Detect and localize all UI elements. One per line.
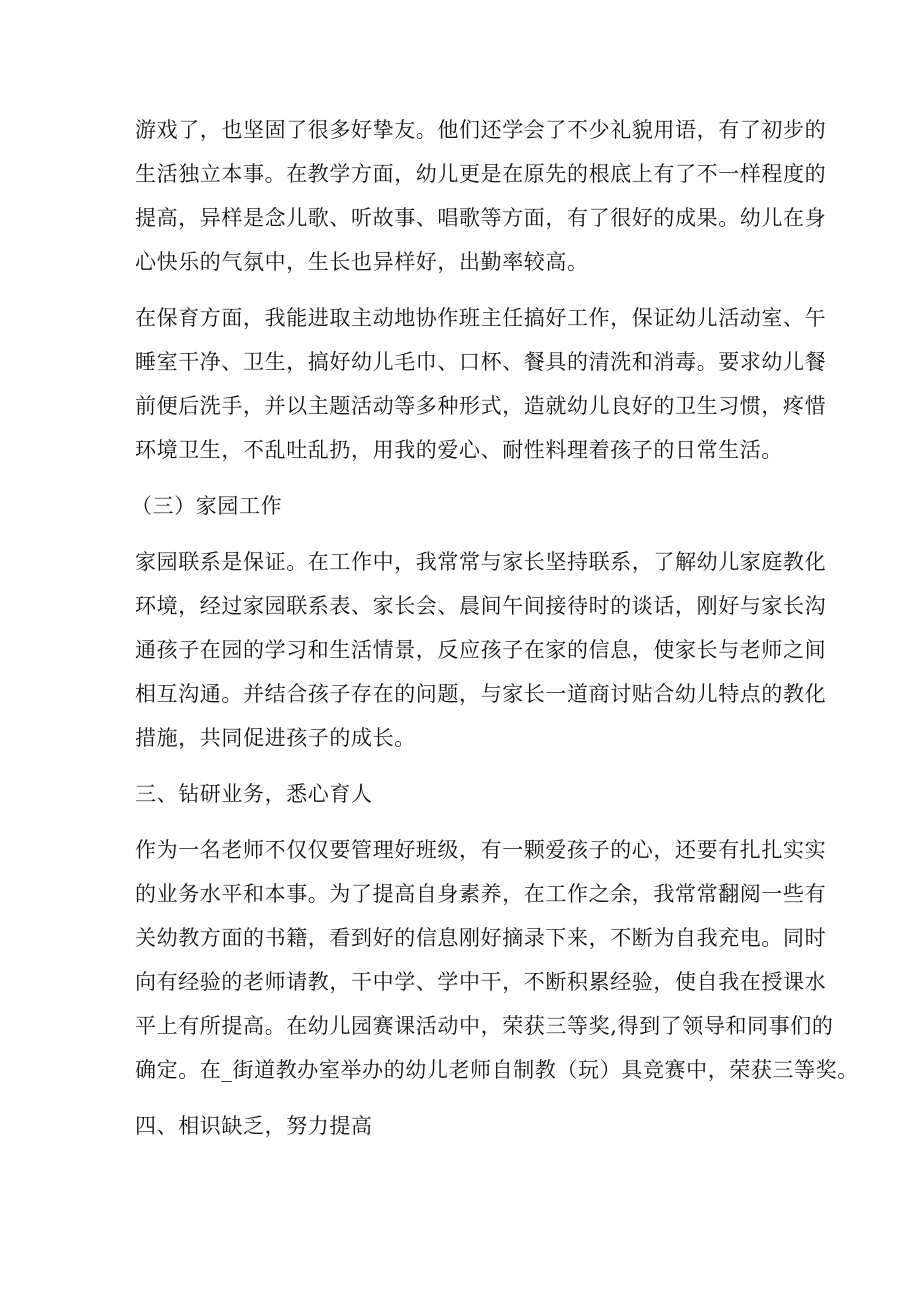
text-line: 家园联系是保证。在工作中，我常常与家长坚持联系，了解幼儿家庭教化 [135,550,827,574]
text-line: 在保育方面，我能进取主动地协作班主任搞好工作，保证幼儿活动室、午 [135,306,827,330]
text-line: 前便后洗手，并以主题活动等多种形式，造就幼儿良好的卫生习惯，疼惜 [135,394,827,418]
section-heading: 三、钻研业务，悉心育人 [135,782,373,806]
text-line: 通孩子在园的学习和生活情景，反应孩子在家的信息，使家长与老师之间 [135,638,827,662]
section-heading: 四、相识缺乏，努力提高 [135,1114,373,1138]
text-line: 相互沟通。并结合孩子存在的问题，与家长一道商讨贴合幼儿特点的教化 [135,682,827,706]
text-line: 平上有所提高。在幼儿园赛课活动中，荣获三等奖,得到了领导和同事们的 [135,1014,834,1038]
text-line: 确定。在_街道教办室举办的幼儿老师自制教（玩）具竞赛中，荣获三等奖。 [135,1058,859,1082]
text-line: 环境，经过家园联系表、家长会、晨间午间接待时的谈话，刚好与家长沟 [135,594,827,618]
text-line: 措施，共同促进孩子的成长。 [135,726,416,750]
text-line: 睡室干净、卫生，搞好幼儿毛巾、口杯、餐具的清洗和消毒。要求幼儿餐 [135,350,827,374]
text-line: 提高，异样是念儿歌、听故事、唱歌等方面，有了很好的成果。幼儿在身 [135,206,827,230]
text-line: 生活独立本事。在教学方面，幼儿更是在原先的根底上有了不一样程度的 [135,162,827,186]
section-heading: （三）家园工作 [131,494,283,518]
text-line: 游戏了，也坚固了很多好挚友。他们还学会了不少礼貌用语，有了初步的 [135,118,827,142]
text-line: 的业务水平和本事。为了提高自身素养，在工作之余，我常常翻阅一些有 [135,882,827,906]
text-line: 作为一名老师不仅仅要管理好班级，有一颗爱孩子的心，还要有扎扎实实 [135,838,827,862]
text-line: 关幼教方面的书籍，看到好的信息刚好摘录下来，不断为自我充电。同时 [135,926,827,950]
text-line: 向有经验的老师请教，干中学、学中干，不断积累经验，使自我在授课水 [135,970,827,994]
document-body [131,108,859,1148]
text-line: 环境卫生，不乱吐乱扔，用我的爱心、耐性料理着孩子的日常生活。 [135,438,783,462]
text-line: 心快乐的气氛中，生长也异样好，出勤率较高。 [135,250,589,274]
